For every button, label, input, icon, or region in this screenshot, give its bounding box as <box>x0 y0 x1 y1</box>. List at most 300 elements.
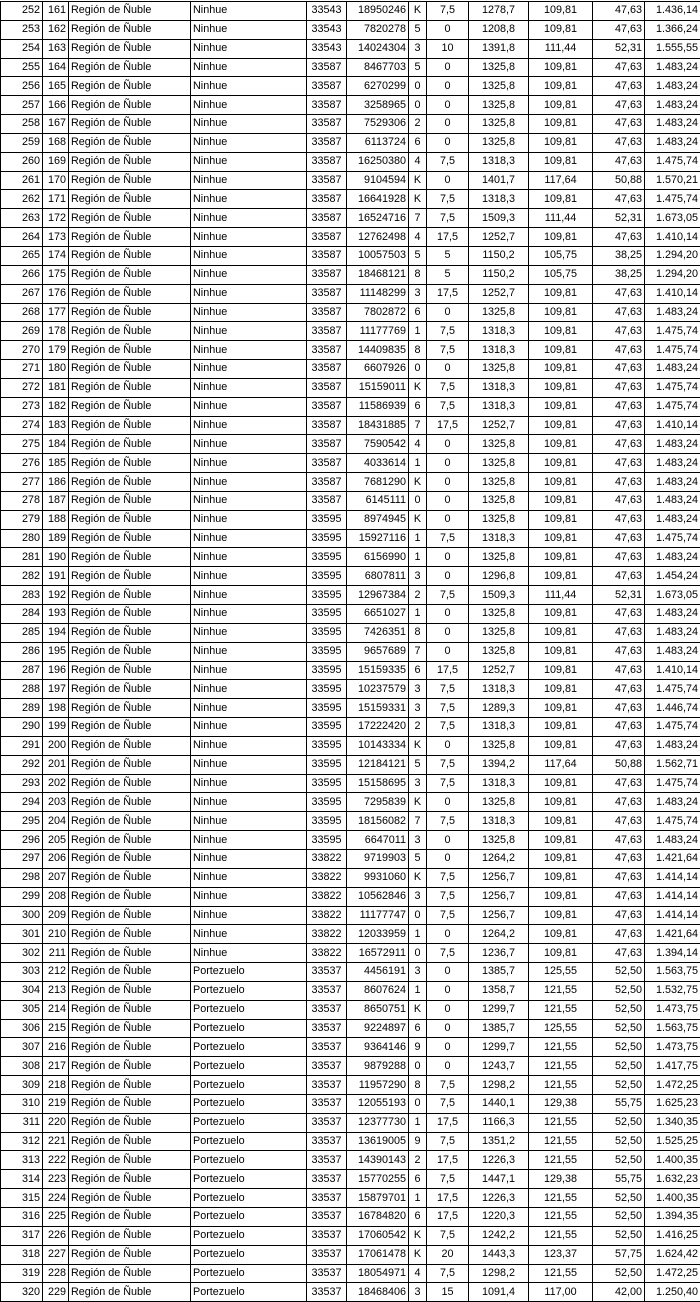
commune-cell: Portezuelo <box>191 1113 307 1132</box>
total-cell: 1.446,74 <box>645 699 700 718</box>
table-row <box>1 1019 700 1038</box>
value-d-cell: 52,50 <box>593 1189 645 1208</box>
code-cell: 33587 <box>307 435 347 454</box>
value-b-cell: 1150,2 <box>469 246 529 265</box>
value-a-cell: 0 <box>427 736 469 755</box>
commune-cell: Ninhue <box>191 548 307 567</box>
rut-cell: 11177747 <box>347 906 409 925</box>
check-digit-cell: K <box>409 868 427 887</box>
code-cell: 33587 <box>307 265 347 284</box>
record-id-cell: 223 <box>43 1170 69 1189</box>
code-cell: 33587 <box>307 416 347 435</box>
region-cell: Región de Ñuble <box>69 1151 191 1170</box>
table-row <box>1 209 700 228</box>
record-id-cell: 175 <box>43 265 69 284</box>
record-id-cell: 197 <box>43 680 69 699</box>
value-a-cell: 7,5 <box>427 209 469 228</box>
value-c-cell: 121,55 <box>529 1226 593 1245</box>
total-cell: 1.483,24 <box>645 736 700 755</box>
row-number-cell: 255 <box>1 58 43 77</box>
value-b-cell: 1166,3 <box>469 1113 529 1132</box>
value-b-cell: 1509,3 <box>469 209 529 228</box>
commune-cell: Ninhue <box>191 378 307 397</box>
total-cell: 1.673,05 <box>645 586 700 605</box>
value-b-cell: 1318,3 <box>469 812 529 831</box>
row-number-cell: 300 <box>1 906 43 925</box>
total-cell: 1.532,75 <box>645 981 700 1000</box>
row-number-cell: 263 <box>1 209 43 228</box>
check-digit-cell: 4 <box>409 228 427 247</box>
rut-cell: 11177769 <box>347 322 409 341</box>
value-c-cell: 123,37 <box>529 1245 593 1264</box>
record-id-cell: 186 <box>43 473 69 492</box>
row-number-cell: 281 <box>1 548 43 567</box>
table-row <box>1 133 700 152</box>
total-cell: 1.400,35 <box>645 1189 700 1208</box>
value-c-cell: 121,55 <box>529 1189 593 1208</box>
row-number-cell: 319 <box>1 1264 43 1283</box>
table-row <box>1 774 700 793</box>
value-c-cell: 121,55 <box>529 1208 593 1227</box>
value-d-cell: 47,63 <box>593 228 645 247</box>
check-digit-cell: 4 <box>409 435 427 454</box>
row-number-cell: 260 <box>1 152 43 171</box>
record-id-cell: 206 <box>43 849 69 868</box>
commune-cell: Ninhue <box>191 115 307 134</box>
region-cell: Región de Ñuble <box>69 1000 191 1019</box>
row-number-cell: 288 <box>1 680 43 699</box>
row-number-cell: 284 <box>1 605 43 624</box>
value-b-cell: 1252,7 <box>469 416 529 435</box>
commune-cell: Ninhue <box>191 58 307 77</box>
total-cell: 1.294,20 <box>645 246 700 265</box>
value-d-cell: 47,63 <box>593 2 645 21</box>
check-digit-cell: 6 <box>409 1170 427 1189</box>
code-cell: 33595 <box>307 699 347 718</box>
check-digit-cell: 2 <box>409 718 427 737</box>
commune-cell: Ninhue <box>191 944 307 963</box>
value-b-cell: 1252,7 <box>469 284 529 303</box>
value-c-cell: 129,38 <box>529 1094 593 1113</box>
value-d-cell: 52,50 <box>593 1208 645 1227</box>
commune-cell: Ninhue <box>191 341 307 360</box>
row-number-cell: 318 <box>1 1245 43 1264</box>
value-b-cell: 1278,7 <box>469 2 529 21</box>
record-id-cell: 183 <box>43 416 69 435</box>
rut-cell: 15159331 <box>347 699 409 718</box>
row-number-cell: 308 <box>1 1057 43 1076</box>
total-cell: 1.483,24 <box>645 623 700 642</box>
total-cell: 1.472,25 <box>645 1264 700 1283</box>
commune-cell: Ninhue <box>191 586 307 605</box>
region-cell: Región de Ñuble <box>69 642 191 661</box>
value-c-cell: 109,81 <box>529 152 593 171</box>
rut-cell: 7802872 <box>347 303 409 322</box>
record-id-cell: 163 <box>43 39 69 58</box>
check-digit-cell: 1 <box>409 605 427 624</box>
value-c-cell: 105,75 <box>529 246 593 265</box>
region-cell: Región de Ñuble <box>69 58 191 77</box>
rut-cell: 8974945 <box>347 510 409 529</box>
code-cell: 33537 <box>307 1264 347 1283</box>
table-row <box>1 171 700 190</box>
total-cell: 1.525,25 <box>645 1132 700 1151</box>
value-a-cell: 0 <box>427 58 469 77</box>
value-d-cell: 52,31 <box>593 586 645 605</box>
value-a-cell: 0 <box>427 1019 469 1038</box>
value-b-cell: 1325,8 <box>469 360 529 379</box>
rut-cell: 7681290 <box>347 473 409 492</box>
record-id-cell: 164 <box>43 58 69 77</box>
code-cell: 33595 <box>307 774 347 793</box>
total-cell: 1.483,24 <box>645 133 700 152</box>
row-number-cell: 285 <box>1 623 43 642</box>
value-c-cell: 121,55 <box>529 1057 593 1076</box>
record-id-cell: 216 <box>43 1038 69 1057</box>
table-row <box>1 963 700 982</box>
value-b-cell: 1318,3 <box>469 397 529 416</box>
value-b-cell: 1256,7 <box>469 868 529 887</box>
value-c-cell: 109,81 <box>529 548 593 567</box>
rut-cell: 17061478 <box>347 1245 409 1264</box>
total-cell: 1.483,24 <box>645 548 700 567</box>
value-d-cell: 52,50 <box>593 1132 645 1151</box>
row-number-cell: 256 <box>1 77 43 96</box>
rut-cell: 18156082 <box>347 812 409 831</box>
row-number-cell: 298 <box>1 868 43 887</box>
region-cell: Región de Ñuble <box>69 1057 191 1076</box>
table-row <box>1 265 700 284</box>
value-a-cell: 7,5 <box>427 1076 469 1095</box>
check-digit-cell: 8 <box>409 623 427 642</box>
value-b-cell: 1325,8 <box>469 115 529 134</box>
record-id-cell: 224 <box>43 1189 69 1208</box>
value-d-cell: 52,50 <box>593 1226 645 1245</box>
value-d-cell: 47,63 <box>593 774 645 793</box>
total-cell: 1.436,14 <box>645 2 700 21</box>
total-cell: 1.483,24 <box>645 303 700 322</box>
record-id-cell: 203 <box>43 793 69 812</box>
code-cell: 33587 <box>307 209 347 228</box>
value-c-cell: 109,81 <box>529 115 593 134</box>
table-row <box>1 642 700 661</box>
rut-cell: 8650751 <box>347 1000 409 1019</box>
table-row <box>1 623 700 642</box>
value-b-cell: 1318,3 <box>469 322 529 341</box>
value-b-cell: 1296,8 <box>469 567 529 586</box>
value-b-cell: 1325,8 <box>469 454 529 473</box>
row-number-cell: 294 <box>1 793 43 812</box>
code-cell: 33587 <box>307 115 347 134</box>
total-cell: 1.410,14 <box>645 416 700 435</box>
code-cell: 33587 <box>307 246 347 265</box>
code-cell: 33595 <box>307 586 347 605</box>
check-digit-cell: 3 <box>409 963 427 982</box>
row-number-cell: 314 <box>1 1170 43 1189</box>
value-d-cell: 47,63 <box>593 661 645 680</box>
value-c-cell: 109,81 <box>529 77 593 96</box>
code-cell: 33587 <box>307 322 347 341</box>
value-d-cell: 47,63 <box>593 736 645 755</box>
value-a-cell: 7,5 <box>427 1264 469 1283</box>
row-number-cell: 313 <box>1 1151 43 1170</box>
total-cell: 1.475,74 <box>645 397 700 416</box>
check-digit-cell: K <box>409 190 427 209</box>
code-cell: 33537 <box>307 1019 347 1038</box>
table-body <box>1 2 700 1302</box>
value-c-cell: 109,81 <box>529 642 593 661</box>
commune-cell: Portezuelo <box>191 1245 307 1264</box>
value-d-cell: 47,63 <box>593 20 645 39</box>
value-d-cell: 47,63 <box>593 567 645 586</box>
value-b-cell: 1318,3 <box>469 529 529 548</box>
code-cell: 33543 <box>307 39 347 58</box>
row-number-cell: 303 <box>1 963 43 982</box>
region-cell: Región de Ñuble <box>69 944 191 963</box>
total-cell: 1.483,24 <box>645 510 700 529</box>
record-id-cell: 194 <box>43 623 69 642</box>
value-a-cell: 7,5 <box>427 887 469 906</box>
table-row <box>1 548 700 567</box>
value-c-cell: 125,55 <box>529 1019 593 1038</box>
check-digit-cell: 6 <box>409 661 427 680</box>
commune-cell: Ninhue <box>191 435 307 454</box>
table-row <box>1 454 700 473</box>
region-cell: Región de Ñuble <box>69 303 191 322</box>
commune-cell: Portezuelo <box>191 981 307 1000</box>
table-row <box>1 755 700 774</box>
value-a-cell: 7,5 <box>427 774 469 793</box>
total-cell: 1.475,74 <box>645 378 700 397</box>
row-number-cell: 299 <box>1 887 43 906</box>
table-row <box>1 944 700 963</box>
table-row <box>1 58 700 77</box>
record-id-cell: 196 <box>43 661 69 680</box>
value-b-cell: 1325,8 <box>469 736 529 755</box>
code-cell: 33822 <box>307 887 347 906</box>
row-number-cell: 312 <box>1 1132 43 1151</box>
check-digit-cell: 3 <box>409 831 427 850</box>
check-digit-cell: 8 <box>409 341 427 360</box>
value-a-cell: 5 <box>427 246 469 265</box>
value-c-cell: 121,55 <box>529 1132 593 1151</box>
value-c-cell: 109,81 <box>529 774 593 793</box>
rut-cell: 18468406 <box>347 1283 409 1302</box>
table-row <box>1 1170 700 1189</box>
region-cell: Región de Ñuble <box>69 473 191 492</box>
value-c-cell: 109,81 <box>529 58 593 77</box>
region-cell: Región de Ñuble <box>69 1076 191 1095</box>
value-c-cell: 109,81 <box>529 133 593 152</box>
total-cell: 1.483,24 <box>645 605 700 624</box>
commune-cell: Ninhue <box>191 133 307 152</box>
commune-cell: Ninhue <box>191 171 307 190</box>
rut-cell: 18054971 <box>347 1264 409 1283</box>
check-digit-cell: 6 <box>409 303 427 322</box>
value-d-cell: 47,63 <box>593 190 645 209</box>
row-number-cell: 264 <box>1 228 43 247</box>
table-row <box>1 605 700 624</box>
value-b-cell: 1401,7 <box>469 171 529 190</box>
value-d-cell: 42,00 <box>593 1283 645 1302</box>
commune-cell: Portezuelo <box>191 1226 307 1245</box>
code-cell: 33537 <box>307 1038 347 1057</box>
value-a-cell: 0 <box>427 473 469 492</box>
check-digit-cell: K <box>409 473 427 492</box>
region-cell: Región de Ñuble <box>69 963 191 982</box>
code-cell: 33537 <box>307 1189 347 1208</box>
code-cell: 33822 <box>307 906 347 925</box>
value-b-cell: 1264,2 <box>469 849 529 868</box>
code-cell: 33537 <box>307 1226 347 1245</box>
value-b-cell: 1226,3 <box>469 1189 529 1208</box>
total-cell: 1.417,75 <box>645 1057 700 1076</box>
row-number-cell: 292 <box>1 755 43 774</box>
check-digit-cell: 1 <box>409 454 427 473</box>
value-c-cell: 109,81 <box>529 718 593 737</box>
row-number-cell: 287 <box>1 661 43 680</box>
check-digit-cell: 8 <box>409 1076 427 1095</box>
code-cell: 33537 <box>307 1208 347 1227</box>
table-row <box>1 2 700 21</box>
value-d-cell: 47,63 <box>593 510 645 529</box>
check-digit-cell: 9 <box>409 1132 427 1151</box>
row-number-cell: 273 <box>1 397 43 416</box>
table-row <box>1 322 700 341</box>
total-cell: 1.410,14 <box>645 284 700 303</box>
row-number-cell: 286 <box>1 642 43 661</box>
table-row <box>1 303 700 322</box>
commune-cell: Ninhue <box>191 887 307 906</box>
commune-cell: Ninhue <box>191 77 307 96</box>
value-b-cell: 1351,2 <box>469 1132 529 1151</box>
row-number-cell: 277 <box>1 473 43 492</box>
code-cell: 33595 <box>307 661 347 680</box>
row-number-cell: 315 <box>1 1189 43 1208</box>
row-number-cell: 275 <box>1 435 43 454</box>
region-cell: Región de Ñuble <box>69 812 191 831</box>
row-number-cell: 274 <box>1 416 43 435</box>
row-number-cell: 296 <box>1 831 43 850</box>
value-b-cell: 1385,7 <box>469 1019 529 1038</box>
value-a-cell: 7,5 <box>427 812 469 831</box>
value-d-cell: 50,88 <box>593 755 645 774</box>
check-digit-cell: 1 <box>409 925 427 944</box>
commune-cell: Ninhue <box>191 20 307 39</box>
value-d-cell: 52,50 <box>593 963 645 982</box>
value-a-cell: 7,5 <box>427 586 469 605</box>
value-a-cell: 7,5 <box>427 378 469 397</box>
rut-cell: 18468121 <box>347 265 409 284</box>
value-a-cell: 0 <box>427 491 469 510</box>
table-row <box>1 77 700 96</box>
record-id-cell: 180 <box>43 360 69 379</box>
value-b-cell: 1509,3 <box>469 586 529 605</box>
value-c-cell: 109,81 <box>529 20 593 39</box>
region-cell: Región de Ñuble <box>69 1264 191 1283</box>
value-b-cell: 1443,3 <box>469 1245 529 1264</box>
check-digit-cell: 3 <box>409 567 427 586</box>
value-c-cell: 109,81 <box>529 906 593 925</box>
value-b-cell: 1325,8 <box>469 491 529 510</box>
rut-cell: 13619005 <box>347 1132 409 1151</box>
record-id-cell: 198 <box>43 699 69 718</box>
record-id-cell: 207 <box>43 868 69 887</box>
commune-cell: Ninhue <box>191 228 307 247</box>
value-b-cell: 1236,7 <box>469 944 529 963</box>
value-a-cell: 7,5 <box>427 680 469 699</box>
row-number-cell: 261 <box>1 171 43 190</box>
code-cell: 33595 <box>307 510 347 529</box>
value-d-cell: 47,63 <box>593 58 645 77</box>
commune-cell: Portezuelo <box>191 1057 307 1076</box>
value-c-cell: 117,64 <box>529 755 593 774</box>
code-cell: 33587 <box>307 397 347 416</box>
total-cell: 1.421,64 <box>645 849 700 868</box>
region-cell: Región de Ñuble <box>69 548 191 567</box>
value-d-cell: 52,50 <box>593 1038 645 1057</box>
rut-cell: 10562846 <box>347 887 409 906</box>
rut-cell: 15158695 <box>347 774 409 793</box>
commune-cell: Ninhue <box>191 718 307 737</box>
value-d-cell: 47,63 <box>593 378 645 397</box>
table-row <box>1 1245 700 1264</box>
record-id-cell: 174 <box>43 246 69 265</box>
rut-cell: 16641928 <box>347 190 409 209</box>
commune-cell: Ninhue <box>191 661 307 680</box>
rut-cell: 6647011 <box>347 831 409 850</box>
value-d-cell: 47,63 <box>593 133 645 152</box>
value-c-cell: 109,81 <box>529 454 593 473</box>
value-c-cell: 109,81 <box>529 868 593 887</box>
check-digit-cell: 5 <box>409 20 427 39</box>
table-row <box>1 793 700 812</box>
value-a-cell: 0 <box>427 454 469 473</box>
record-id-cell: 229 <box>43 1283 69 1302</box>
row-number-cell: 320 <box>1 1283 43 1302</box>
value-a-cell: 7,5 <box>427 152 469 171</box>
record-id-cell: 177 <box>43 303 69 322</box>
code-cell: 33595 <box>307 831 347 850</box>
value-b-cell: 1318,3 <box>469 190 529 209</box>
value-d-cell: 52,50 <box>593 1057 645 1076</box>
commune-cell: Ninhue <box>191 322 307 341</box>
record-id-cell: 181 <box>43 378 69 397</box>
region-cell: Región de Ñuble <box>69 454 191 473</box>
code-cell: 33537 <box>307 1076 347 1095</box>
row-number-cell: 267 <box>1 284 43 303</box>
value-a-cell: 7,5 <box>427 2 469 21</box>
record-id-cell: 226 <box>43 1226 69 1245</box>
record-id-cell: 185 <box>43 454 69 473</box>
value-c-cell: 111,44 <box>529 586 593 605</box>
record-id-cell: 212 <box>43 963 69 982</box>
check-digit-cell: 5 <box>409 849 427 868</box>
value-c-cell: 111,44 <box>529 39 593 58</box>
value-c-cell: 109,81 <box>529 623 593 642</box>
row-number-cell: 297 <box>1 849 43 868</box>
value-b-cell: 1440,1 <box>469 1094 529 1113</box>
value-b-cell: 1325,8 <box>469 605 529 624</box>
record-id-cell: 205 <box>43 831 69 850</box>
value-b-cell: 1298,2 <box>469 1264 529 1283</box>
code-cell: 33595 <box>307 605 347 624</box>
value-a-cell: 7,5 <box>427 755 469 774</box>
value-b-cell: 1252,7 <box>469 228 529 247</box>
code-cell: 33822 <box>307 849 347 868</box>
value-a-cell: 7,5 <box>427 341 469 360</box>
region-cell: Región de Ñuble <box>69 774 191 793</box>
